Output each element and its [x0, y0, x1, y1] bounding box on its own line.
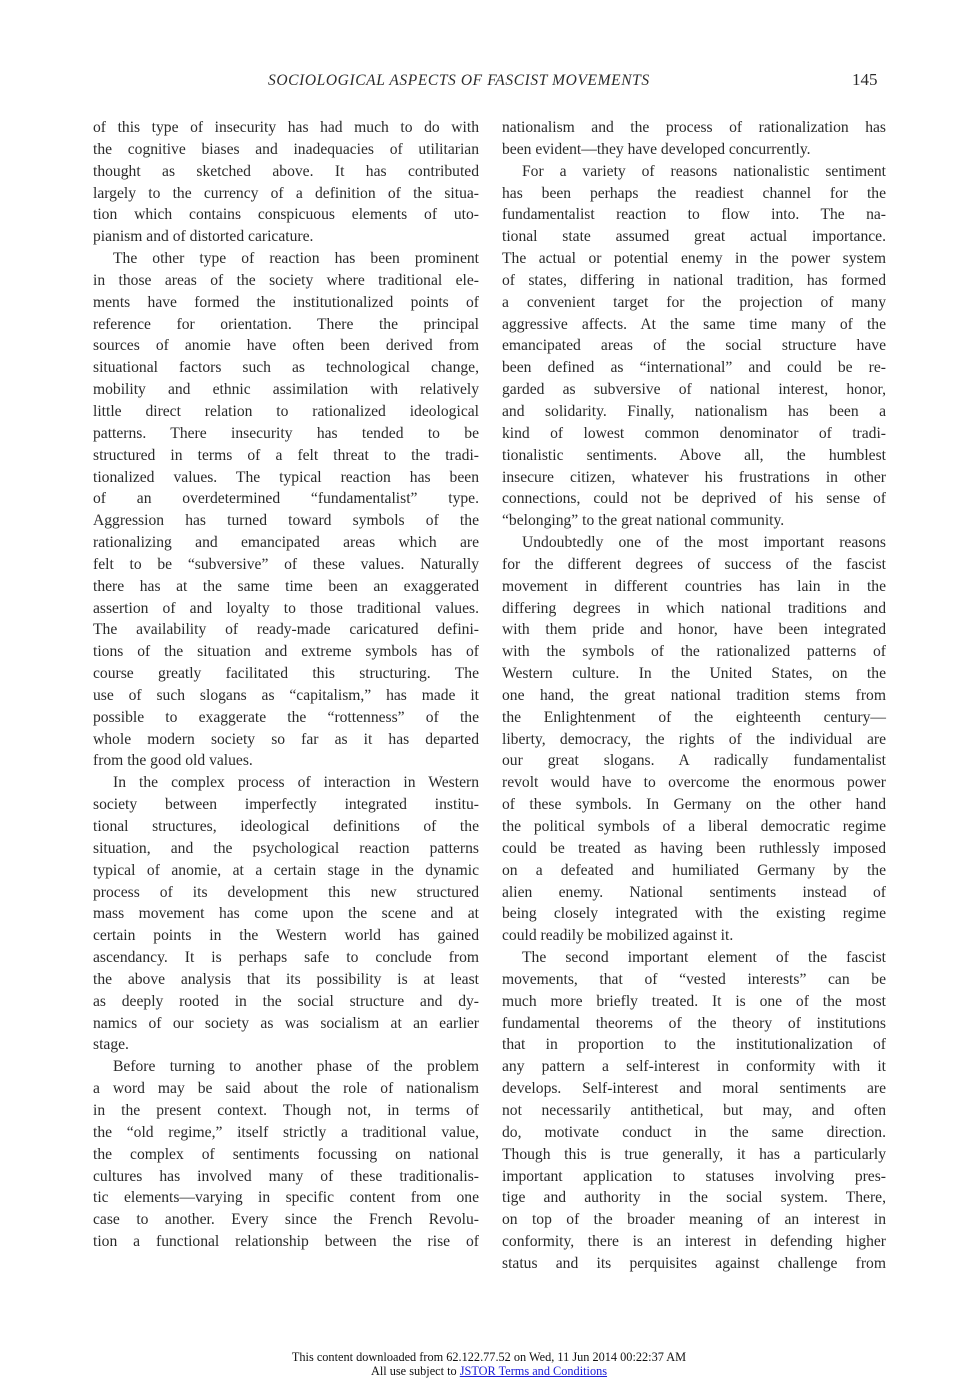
text-line: conformity, there is an interest in defending higher: [502, 1233, 886, 1251]
text-line: of states, differing in national tradition, has formed: [502, 271, 886, 289]
text-line: sources of anomie have often been derived from: [93, 337, 479, 355]
text-line: been evident—they have developed concurrently.: [502, 140, 811, 158]
text-line: the political symbols of a liberal democratic regime: [502, 818, 886, 835]
text-line: develops. Self-interest and moral sentiments are: [502, 1080, 886, 1098]
paragraph: [502, 161, 886, 532]
download-notice: This content downloaded from 62.122.77.52 on Wed, 11 Jun 2014 00:22:37 AM: [291, 1350, 687, 1364]
paragraph: [502, 117, 886, 161]
text-line: The other type of reaction has been prominent: [113, 250, 479, 268]
text-line: there has at the same time been an exaggerated: [93, 577, 479, 595]
text-line: ascendancy. It is perhaps safe to conclude from: [93, 949, 479, 967]
text-line: garded as subversive of national interest, honor,: [502, 381, 886, 399]
text-line: tional state assumed great actual importance.: [502, 228, 886, 246]
text-line: society between imperfectly integrated institu-: [93, 796, 479, 814]
text-line: nationalism and the process of rationalization has: [502, 119, 886, 136]
text-line: situational factors such as technological change,: [93, 359, 479, 377]
text-line: emancipated areas of the social structure have: [502, 337, 886, 355]
text-line: tional structures, ideological definitions of the: [93, 818, 479, 835]
text-line: that in proportion to the institutionalization of: [502, 1036, 886, 1054]
text-line: any pattern a self-interest in conformity with it: [502, 1058, 886, 1076]
text-line: mass movement has come upon the scene and at: [93, 905, 479, 923]
text-line: not necessarily antithetical, but may, and often: [502, 1101, 886, 1119]
text-line: rationalizing and emancipated areas which are: [93, 534, 479, 552]
text-line: pianism and of distorted caricature.: [93, 228, 314, 246]
download-footer: [0, 1351, 978, 1378]
text-line: aggressive affects. At the same time many of the: [502, 315, 886, 333]
text-line: for the different degrees of success of the fascist: [502, 555, 886, 573]
text-line: important application to statuses involving pres-: [502, 1167, 886, 1185]
jstor-terms-link[interactable]: JSTOR Terms and Conditions: [459, 1363, 608, 1378]
text-line: tion a functional relationship between the rise of: [93, 1233, 479, 1251]
text-line: movement in different countries has lain in the: [502, 577, 886, 595]
text-line: little direct relation to rationalized ideological: [93, 402, 479, 420]
text-line: connections, could not be deprived of his sense of: [502, 490, 886, 508]
text-line: For a variety of reasons nationalistic sentiment: [522, 162, 886, 180]
text-line: possible to exaggerate the “rottenness” of the: [93, 708, 479, 726]
text-line: fundamentalist reaction to flow into. The na-: [502, 206, 886, 224]
text-line: felt to be “subversive” of these values. Naturally: [93, 555, 479, 573]
text-line: certain points in the Western world has gained: [93, 927, 479, 945]
text-line: of an overdetermined “fundamentalist” type.: [93, 490, 479, 508]
terms-line: [0, 1365, 978, 1379]
text-line: of this type of insecurity has had much to do with: [93, 119, 479, 136]
text-line: largely to the currency of a definition of the situa-: [93, 184, 479, 202]
text-line: Aggression has turned toward symbols of the: [93, 512, 479, 530]
text-line: stage.: [93, 1036, 129, 1054]
left-column: [93, 117, 479, 1253]
text-line: assertion of and loyalty to those traditional values.: [93, 599, 479, 617]
running-title: SOCIOLOGICAL ASPECTS OF FASCIST MOVEMENTS: [268, 72, 650, 89]
text-line: cultures has involved many of these traditionalis-: [93, 1167, 479, 1185]
text-line: course greatly facilitated this structuring. The: [93, 665, 479, 683]
text-line: the “old regime,” itself strictly a traditional value,: [93, 1123, 479, 1141]
paragraph: [93, 1056, 479, 1253]
text-line: tionalistic sentiments. Above all, the humblest: [502, 446, 886, 464]
text-line: being closely integrated with the existing regime: [502, 905, 886, 923]
text-line: revolt would have to overcome the enormous power: [502, 774, 886, 792]
text-line: Though this is true generally, it has a particularly: [502, 1145, 886, 1163]
text-line: Undoubtedly one of the most important reasons: [522, 534, 886, 552]
text-line: much more briefly treated. It is one of the most: [502, 992, 886, 1010]
text-line: namics of our society as was socialism at an earlier: [93, 1014, 479, 1032]
text-line: the above analysis that its possibility is at least: [93, 970, 479, 988]
text-line: typical of anomie, at a certain stage in the dynamic: [93, 861, 479, 879]
text-line: has been perhaps the readiest channel for the: [502, 184, 886, 202]
text-line: one hand, the great national tradition stems from: [502, 686, 886, 704]
text-line: tion which contains conspicuous elements of uto-: [93, 206, 479, 224]
text-line: tionalized values. The typical reaction has been: [93, 468, 479, 486]
text-line: and solidarity. Finally, nationalism has been a: [502, 402, 886, 420]
text-line: whole modern society so far as it has departed: [93, 730, 479, 748]
text-line: insecure citizen, whatever his frustrations in other: [502, 468, 886, 486]
text-line: a word may be said about the role of nationalism: [93, 1080, 479, 1098]
page-number: 145: [852, 70, 878, 89]
text-line: tions of the situation and extreme symbols has of: [93, 643, 479, 661]
text-line: do, motivate conduct in the same direction.: [502, 1123, 886, 1141]
paragraph: [502, 532, 886, 947]
text-line: case to another. Every since the French Revolu-: [93, 1211, 479, 1229]
text-line: fundamental theorems of the theory of institutions: [502, 1014, 886, 1032]
text-line: in the present context. Though not, in terms of: [93, 1101, 479, 1119]
text-line: could readily be mobilized against it.: [502, 927, 734, 945]
text-line: The availability of ready-made caricatured defini-: [93, 621, 479, 639]
text-line: The actual or potential enemy in the power system: [502, 250, 886, 268]
text-line: ments have formed the institutionalized points of: [93, 293, 479, 311]
text-line: status and its perquisites against challenge from: [502, 1254, 886, 1272]
text-line: with them pride and honor, have been integrated: [502, 621, 886, 639]
text-line: use of such slogans as “capitalism,” has made it: [93, 686, 479, 704]
right-column: [502, 117, 886, 1275]
text-line: Before turning to another phase of the problem: [113, 1058, 479, 1076]
text-line: alien enemy. National sentiments instead of: [502, 883, 886, 901]
text-line: situation, and the psychological reaction patterns: [93, 839, 479, 857]
text-line: thought as sketched above. It has contributed: [93, 162, 479, 180]
text-line: been defined as “international” and could be re-: [502, 359, 886, 377]
text-line: tic elements—varying in specific content from one: [93, 1189, 479, 1207]
text-line: differing degrees in which national traditions and: [502, 599, 886, 617]
text-line: reference for orientation. There the principal: [93, 315, 479, 333]
text-line: of these symbols. In Germany on the other hand: [502, 796, 886, 814]
text-line: from the good old values.: [93, 752, 253, 770]
text-line: as deeply rooted in the social structure and dy-: [93, 992, 479, 1010]
text-line: the complex of sentiments focussing on national: [93, 1145, 479, 1163]
text-line: a convenient target for the projection of many: [502, 293, 886, 311]
text-line: our great slogans. A radically fundamentalist: [502, 752, 886, 770]
text-line: with the symbols of the rationalized patterns of: [502, 643, 886, 661]
text-line: kind of lowest common denominator of tradi-: [502, 424, 886, 442]
paragraph: [93, 248, 479, 772]
text-line: In the complex process of interaction in Western: [113, 774, 479, 792]
text-line: on a defeated and humiliated Germany by the: [502, 861, 886, 879]
text-line: patterns. There insecurity has tended to be: [93, 424, 479, 442]
text-line: The second important element of the fascist: [522, 949, 886, 967]
text-line: mobility and ethnic assimilation with relatively: [93, 381, 479, 399]
paragraph: [93, 772, 479, 1056]
text-line: could be treated as having been ruthlessly imposed: [502, 839, 886, 857]
text-line: on top of the broader meaning of an interest in: [502, 1211, 886, 1229]
text-line: the Enlightenment of the eighteenth century—: [502, 708, 886, 726]
text-line: structured in terms of a felt threat to the tradi-: [93, 446, 479, 464]
text-line: liberty, democracy, the rights of the individual are: [502, 730, 886, 748]
text-line: movements, that of “vested interests” can be: [502, 970, 886, 988]
text-line: in those areas of the society where traditional ele-: [93, 271, 479, 289]
paragraph: [93, 117, 479, 248]
text-line: the cognitive biases and inadequacies of utilitarian: [93, 140, 479, 158]
text-line: “belonging” to the great national community.: [502, 512, 785, 530]
paragraph: [502, 947, 886, 1275]
text-line: process of its development this new structured: [93, 883, 479, 901]
terms-prefix: All use subject to: [370, 1363, 460, 1378]
text-line: tige and authority in the social system. There,: [502, 1189, 886, 1207]
text-line: Western culture. In the United States, on the: [502, 665, 886, 683]
